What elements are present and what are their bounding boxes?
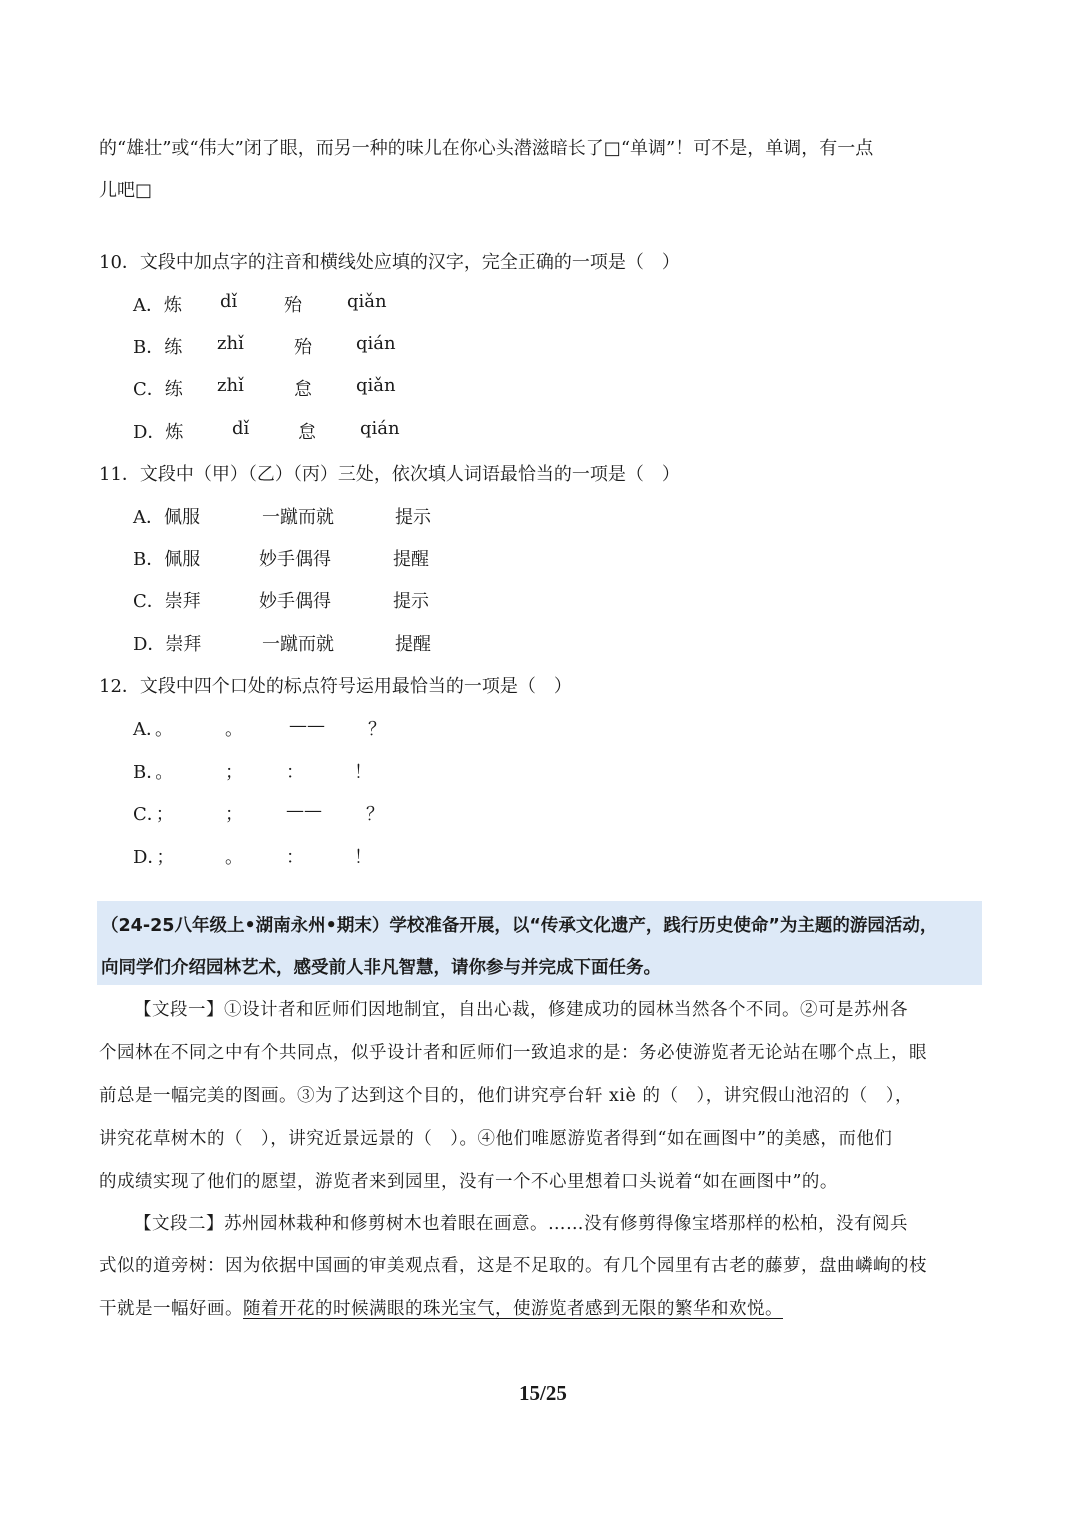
option-b-word3: 提醒 [393,549,429,570]
passage2-line: 式似的道旁树：因为依据中国画的审美观点看，这是不足取的。有几个园里有古老的藤萝，盘曲嶙峋的枝 [99,1256,927,1276]
option-a-char: 殆 [284,295,302,316]
passage2-underlined-sentence: 随着开花的时候满眼的珠光宝气，使游览者感到无限的繁华和欢悦。 [243,1299,783,1319]
option-b-label: B．佩服 [133,549,201,570]
option-d-pinyin2: qián [360,418,400,439]
option-d-label: D．炼 [133,422,184,443]
option-c-mark3: —— [286,800,322,821]
option-d-char: 怠 [298,422,316,443]
passage1-line: 前总是一幅完美的图画。③为了达到这个目的，他们讲究亭台轩 xiè 的（ ），讲究假山池沼的（ ）， [99,1086,913,1106]
option-c-pinyin2: qiǎn [356,375,396,396]
option-a-label: A．佩服 [133,507,200,528]
option-b-mark3: ： [286,762,304,783]
question-11-stem: 11．文段中（甲）（乙）（丙）三处，依次填人词语最恰当的一项是（ ） [99,464,680,485]
passage2-line [99,1295,783,1320]
option-b-label: B．。 [133,762,174,783]
option-a-label: A．炼 [133,295,182,316]
option-c-word2: 妙手偶得 [259,591,331,612]
option-d-mark3: ： [286,847,304,868]
page-number: 15/25 [519,1381,567,1405]
option-a-pinyin2: qiǎn [347,291,387,312]
passage1-line: 的成绩实现了他们的愿望，游览者来到园里，没有一个不心里想着口头说着“如在画图中”的。 [99,1172,838,1192]
passage1-line: 个园林在不同之中有个共同点，似乎设计者和匠师们一致追求的是：务必使游览者无论站在哪个点上，眼 [99,1043,927,1063]
option-d-mark2: 。 [225,847,243,868]
option-c-label: C．； [133,804,174,825]
option-c-word3: 提示 [393,591,429,612]
option-d-label: D．崇拜 [133,634,202,655]
option-d-mark4: ！ [354,847,372,868]
passage-line: 的“雄壮”或“伟大”闭了眼，而另一种的味儿在你心头潜滋暗长了□“单调”！可不是，单调，有一点 [99,138,874,159]
option-c-label: C．崇拜 [133,591,201,612]
option-b-mark2: ； [225,762,243,783]
option-c-char: 怠 [294,379,312,400]
option-a-label: A．。 [133,719,173,740]
passage1-line: 讲究花草树木的（ ），讲究近景远景的（ ）。④他们唯愿游览者得到“如在画图中”的美感，而他们 [99,1129,893,1149]
option-c-label: C．练 [133,379,183,400]
option-b-pinyin2: qián [356,333,396,354]
option-d-pinyin: dǐ [232,418,250,439]
option-a-word3: 提示 [395,507,431,528]
passage-line: 儿吧□ [99,180,153,201]
option-a-mark4: ？ [368,719,386,740]
option-d-label: D．； [133,847,175,868]
option-a-pinyin: dǐ [220,291,238,312]
passage2-plain-text: 干就是一幅好画。 [99,1299,243,1319]
question-12-stem: 12．文段中四个口处的标点符号运用最恰当的一项是（ ） [99,676,572,697]
option-c-mark4: ？ [366,804,384,825]
option-b-mark4: ！ [354,762,372,783]
intro-line: 向同学们介绍园林艺术，感受前人非凡智慧，请你参与并完成下面任务。 [101,958,661,978]
question-10-stem: 10．文段中加点字的注音和横线处应填的汉字，完全正确的一项是（ ） [99,252,680,273]
passage1-line: 【文段一】①设计者和匠师们因地制宜，自出心裁，修建成功的园林当然各个不同。②可是苏州各 [134,1000,908,1020]
option-b-label: B．练 [133,337,183,358]
option-c-pinyin: zhǐ [217,375,244,396]
intro-line: （24-25八年级上•湖南永州•期末）学校准备开展，以“传承文化遗产，践行历史使命”为主题的游园活动， [101,916,938,936]
option-a-mark2: 。 [225,719,243,740]
option-a-word2: 一蹴而就 [262,507,334,528]
option-b-pinyin: zhǐ [217,333,244,354]
option-a-mark3: —— [289,715,325,736]
option-d-word3: 提醒 [395,634,431,655]
option-b-char: 殆 [294,337,312,358]
option-b-word2: 妙手偶得 [259,549,331,570]
option-d-word2: 一蹴而就 [262,634,334,655]
option-c-mark2: ； [225,804,243,825]
passage2-line: 【文段二】苏州园林栽种和修剪树木也着眼在画意。……没有修剪得像宝塔那样的松柏，没有阅兵 [134,1214,908,1234]
